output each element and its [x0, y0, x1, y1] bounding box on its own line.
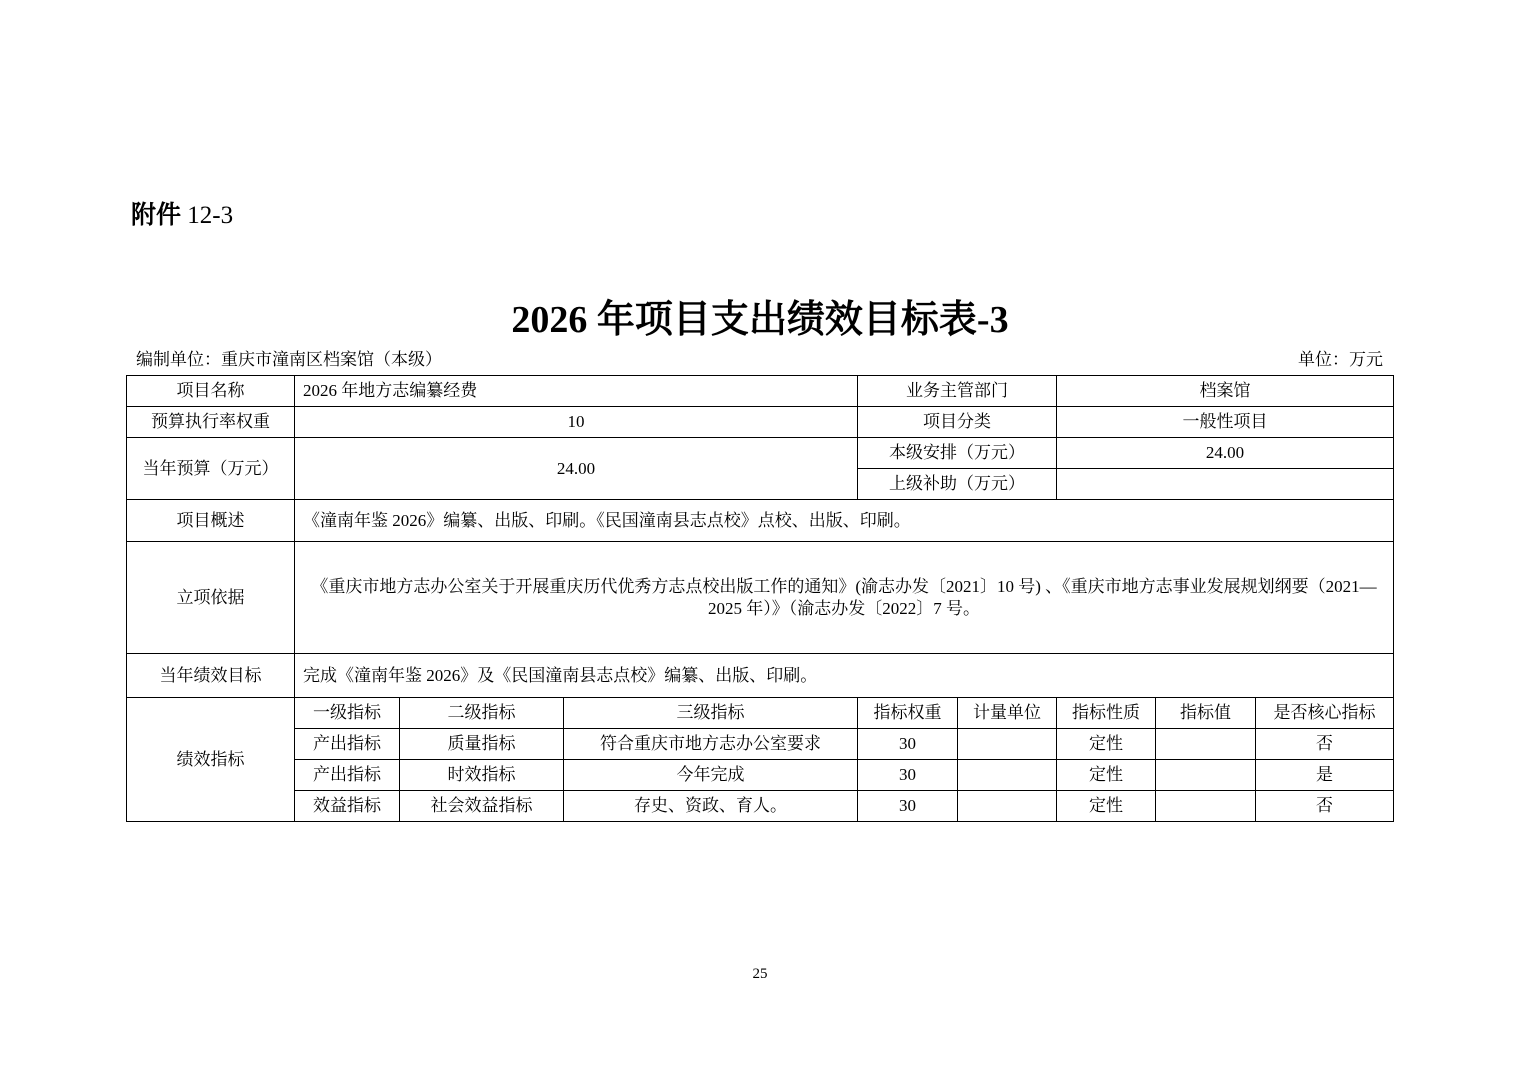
- table-cell: [1156, 791, 1256, 822]
- table-row: [127, 376, 1394, 407]
- column-header: 计量单位: [958, 698, 1057, 729]
- table-cell: 产出指标: [295, 729, 400, 760]
- table-cell: [1156, 729, 1256, 760]
- exec-rate-weight-label: 预算执行率权重: [127, 407, 295, 438]
- page-number: 25: [752, 966, 768, 982]
- column-header: 一级指标: [295, 698, 400, 729]
- superior-subsidy-value: [1057, 469, 1394, 500]
- table-cell: 存史、资政、育人。: [564, 791, 858, 822]
- table-cell: [958, 760, 1057, 791]
- table-cell: [958, 729, 1057, 760]
- table-cell: 时效指标: [400, 760, 564, 791]
- basis-label: 立项依据: [127, 542, 295, 654]
- table-row: [127, 407, 1394, 438]
- table-cell: 30: [858, 729, 958, 760]
- goal-label: 当年绩效目标: [127, 654, 295, 698]
- budget-value: 24.00: [295, 438, 858, 500]
- department-label: 业务主管部门: [858, 376, 1057, 407]
- column-header: 三级指标: [564, 698, 858, 729]
- indicator-row: [127, 729, 1394, 760]
- unit-row: [136, 347, 1383, 373]
- category-label: 项目分类: [858, 407, 1057, 438]
- column-header: 指标权重: [858, 698, 958, 729]
- column-header: 二级指标: [400, 698, 564, 729]
- overview-label: 项目概述: [127, 500, 295, 542]
- budget-label: 当年预算（万元）: [127, 438, 295, 500]
- table-row: [127, 500, 1394, 542]
- table-cell: 质量指标: [400, 729, 564, 760]
- table-row: [127, 654, 1394, 698]
- table-cell: 效益指标: [295, 791, 400, 822]
- table-cell: 定性: [1057, 760, 1156, 791]
- column-header: 指标性质: [1057, 698, 1156, 729]
- table-cell: 社会效益指标: [400, 791, 564, 822]
- project-name-value: 2026 年地方志编纂经费: [295, 376, 858, 407]
- compiler-unit: 编制单位：重庆市潼南区档案馆（本级）: [136, 350, 442, 369]
- indicator-row: [127, 791, 1394, 822]
- table-cell: 今年完成: [564, 760, 858, 791]
- page-title: 2026 年项目支出绩效目标表-3: [511, 299, 1009, 341]
- goal-value: 完成《潼南年鉴 2026》及《民国潼南县志点校》编纂、出版、印刷。: [295, 654, 1394, 698]
- table-cell: [958, 791, 1057, 822]
- indicator-header-row: [127, 698, 1394, 729]
- superior-subsidy-label: 上级补助（万元）: [858, 469, 1057, 500]
- table-cell: 定性: [1057, 791, 1156, 822]
- table-row: [127, 542, 1394, 654]
- table-cell: 是: [1256, 760, 1394, 791]
- exec-rate-weight-value: 10: [295, 407, 858, 438]
- local-budget-label: 本级安排（万元）: [858, 438, 1057, 469]
- attachment-label-prefix: 附件: [131, 202, 182, 229]
- indicator-row: [127, 760, 1394, 791]
- department-value: 档案馆: [1057, 376, 1394, 407]
- table-cell: 定性: [1057, 729, 1156, 760]
- table-cell: 符合重庆市地方志办公室要求: [564, 729, 858, 760]
- basis-value: 《重庆市地方志办公室关于开展重庆历代优秀方志点校出版工作的通知》(渝志办发〔2021〕10 号) 、《重庆市地方志事业发展规划纲要（2021—2025 年）》（渝志办发〔2022〕7 号。: [295, 542, 1394, 654]
- table-cell: 30: [858, 791, 958, 822]
- table-cell: 否: [1256, 729, 1394, 760]
- column-header: 指标值: [1156, 698, 1256, 729]
- attachment-label-number: 12-3: [187, 202, 234, 229]
- currency-unit: 单位：万元: [1298, 350, 1383, 369]
- local-budget-value: 24.00: [1057, 438, 1394, 469]
- category-value: 一般性项目: [1057, 407, 1394, 438]
- indicators-label: 绩效指标: [127, 698, 295, 822]
- table-row: [127, 438, 1394, 469]
- table-cell: [1156, 760, 1256, 791]
- project-name-label: 项目名称: [127, 376, 295, 407]
- attachment-label: [131, 200, 233, 232]
- performance-table: [126, 375, 1394, 822]
- overview-value: 《潼南年鉴 2026》编纂、出版、印刷。《民国潼南县志点校》点校、出版、印刷。: [295, 500, 1394, 542]
- column-header: 是否核心指标: [1256, 698, 1394, 729]
- table-cell: 30: [858, 760, 958, 791]
- table-cell: 否: [1256, 791, 1394, 822]
- table-cell: 产出指标: [295, 760, 400, 791]
